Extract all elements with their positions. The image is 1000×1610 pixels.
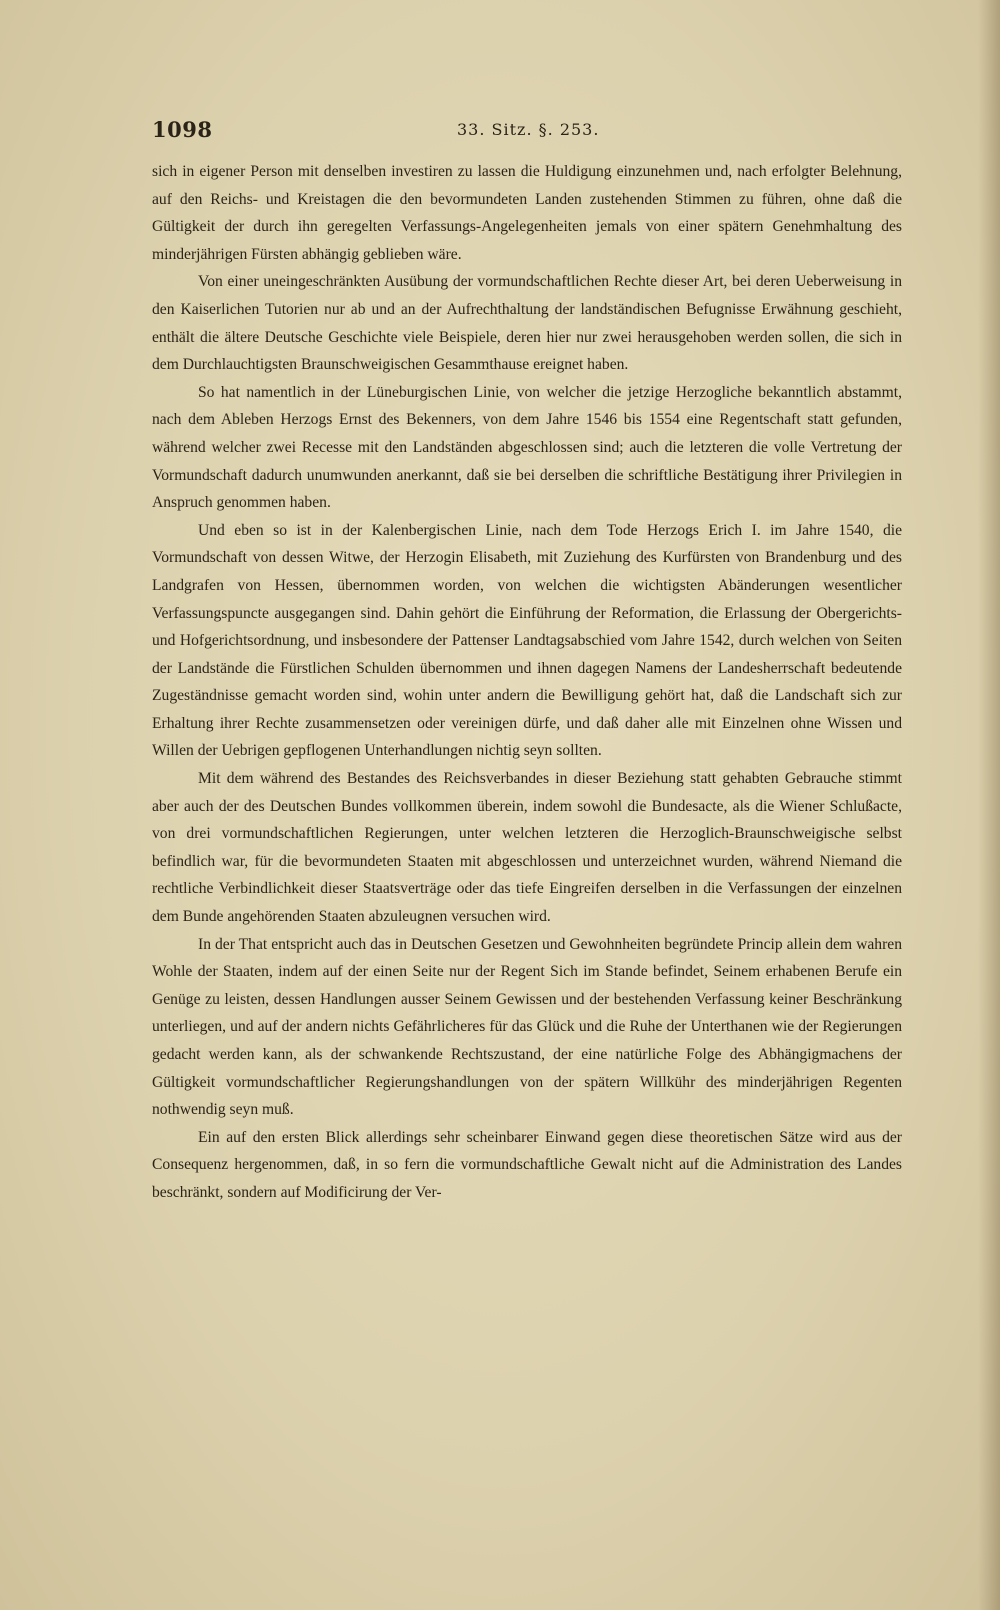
paragraph-4: Und eben so ist in der Kalenbergischen Linie, nach dem Tode Herzogs Erich I. im Jahre 1540, die Vormundschaft von dessen Witwe, der Herzogin Elisabeth, mit Zuziehung des Kurfürsten von Brandenburg und des Landgrafen von Hessen, übernommen worden, von welchen die wichtigsten Abänderungen wesentlicher Verfassungspuncte ausgegangen sind. Dahin gehört die Einführung der Reformation, die Erlassung der Obergerichts- und Hofgerichtsordnung, und insbesondere der Pattenser Landtagsabschied vom Jahre 1542, durch welchen von Seiten der Landstände die Fürstlichen Schulden übernommen und ihnen dagegen Namens der Landesherrschaft bedeutende Zugeständnisse gemacht worden sind, wohin unter andern die Bewilligung gehört hat, daß die Landschaft sich zur Erhaltung ihrer Rechte zusammensetzen oder vereinigen dürfe, und daß daher alle mit Einzelnen ohne Wissen und Willen der Uebrigen gepflogenen Unterhandlungen nichtig seyn sollten. xyxy=(152,521,902,760)
page-number: 1098 xyxy=(152,117,213,142)
running-head: 33. Sitz. §. 253. xyxy=(457,120,600,139)
paragraph-7: Ein auf den ersten Blick allerdings sehr scheinbarer Einwand gegen diese theoretischen Sätze wird aus der Consequenz hergenommen, daß, in so fern die vormundschaftliche Gewalt nicht auf die Administration des Landes beschränkt, sondern auf Modificirung der Ver- xyxy=(152,1128,902,1201)
page-header xyxy=(152,115,890,149)
page-edge-shadow xyxy=(978,0,1000,1610)
body-text xyxy=(152,158,902,1207)
paragraph-6: In der That entspricht auch das in Deutschen Gesetzen und Gewohnheiten begründete Princip allein dem wahren Wohle der Staaten, indem auf der einen Seite nur der Regent Sich im Stande befindet, Seinem erhabenen Berufe ein Genüge zu leisten, dessen Handlungen ausser Seinem Gewissen und der bestehenden Verfassung keiner Beschränkung unterliegen, und auf der andern nichts Gefährlicheres für das Glück und die Ruhe der Unterthanen wie der Regierungen gedacht werden kann, als der schwankende Rechtszustand, der eine natürliche Folge des Abhängigmachens der Gültigkeit vormundschaftlicher Regierungshandlungen von der spätern Willkühr des minderjährigen Regenten nothwendig seyn muß. xyxy=(152,935,902,1119)
paragraph-1: sich in eigener Person mit denselben investiren zu lassen die Huldigung einzunehmen und, nach erfolgter Belehnung, auf den Reichs- und Kreistagen die den bevormundeten Landen zustehenden Stimmen zu führen, ohne daß die Gültigkeit der durch ihn geregelten Verfassungs-Angelegenheiten jemals von einer spätern Genehmhaltung des minderjährigen Fürsten abhängig geblieben wäre. xyxy=(152,163,902,263)
paragraph-2: Von einer uneingeschränkten Ausübung der vormundschaftlichen Rechte dieser Art, bei deren Ueberweisung in den Kaiserlichen Tutorien nur ab und an der Aufrechthaltung der landständischen Befugnisse Erwähnung geschieht, enthält die ältere Deutsche Geschichte viele Beispiele, deren hier nur zwei herausgehoben werden sollen, die sich in dem Durchlauchtigsten Braunschweigischen Gesammthause ereignet haben. xyxy=(152,273,902,374)
paragraph-3: So hat namentlich in der Lüneburgischen Linie, von welcher die jetzige Herzogliche bekanntlich abstammt, nach dem Ableben Herzogs Ernst des Bekenners, von dem Jahre 1546 bis 1554 eine Regentschaft statt gefunden, während welcher zwei Recesse mit den Landständen abgeschlossen sind; auch die letzteren die volle Vertretung der Vormundschaft dadurch unumwunden anerkannt, daß sie bei derselben die schriftliche Bestätigung ihrer Privilegien in Anspruch genommen haben. xyxy=(152,383,902,512)
paragraph-5: Mit dem während des Bestandes des Reichsverbandes in dieser Beziehung statt gehabten Gebrauche stimmt aber auch der des Deutschen Bundes vollkommen überein, indem sowohl die Bundesacte, als die Wiener Schlußacte, von drei vormundschaftlichen Regierungen, unter welchen letzteren die Herzoglich-Braunschweigische selbst befindlich war, für die bevormundeten Staaten mit abgeschlossen und unterzeichnet wurden, während Niemand die rechtliche Verbindlichkeit dieser Staatsverträge oder das tiefe Eingreifen derselben in die Verfassungen der einzelnen dem Bunde angehörenden Staaten abzuleugnen versuchen wird. xyxy=(152,770,902,926)
